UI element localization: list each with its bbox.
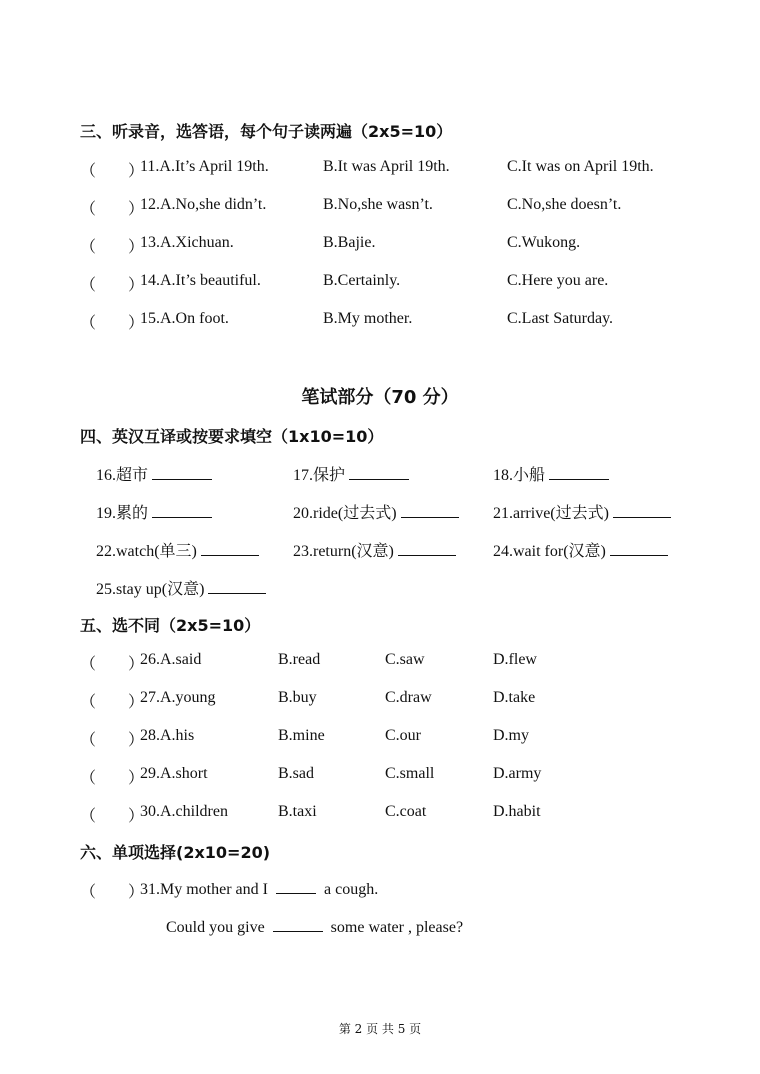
option-a: 28.A.his: [140, 727, 195, 744]
question-line: 31.My mother and I a cough.: [140, 881, 379, 898]
fill-blank[interactable]: [201, 541, 259, 556]
fill-item: 16.超市: [96, 462, 216, 485]
fill-blank[interactable]: [349, 465, 409, 480]
option-d: D.flew: [493, 651, 537, 668]
option-c: C.saw: [385, 651, 425, 668]
fill-item: 22.watch(单三): [96, 538, 263, 561]
option-a: 14.A.It’s beautiful.: [140, 272, 261, 289]
option-a: 11.A.It’s April 19th.: [140, 158, 269, 175]
fill-blank[interactable]: [276, 879, 316, 894]
option-b: B.It was April 19th.: [323, 158, 450, 175]
option-c: C.our: [385, 727, 421, 744]
option-d: D.habit: [493, 803, 541, 820]
fill-item: 18.小船: [493, 462, 613, 485]
option-c: C.Here you are.: [507, 272, 609, 289]
fill-item: 20.ride(过去式): [293, 500, 463, 523]
option-b: B.taxi: [278, 803, 317, 820]
option-c: C.draw: [385, 689, 432, 706]
option-d: D.take: [493, 689, 536, 706]
answer-blank[interactable]: （ ）: [80, 315, 145, 332]
option-c: C.Last Saturday.: [507, 310, 614, 327]
fill-blank[interactable]: [613, 503, 671, 518]
page-footer: 第 2 页 共 5 页: [338, 1022, 422, 1036]
option-a: 26.A.said: [140, 651, 202, 668]
option-c: C.Wukong.: [507, 234, 581, 251]
section3-heading: 三、听录音，选答语，每个句子读两遍（2x5=10）: [80, 122, 453, 141]
option-b: B.sad: [278, 765, 314, 782]
answer-blank[interactable]: （ ）: [80, 277, 145, 294]
option-a: 29.A.short: [140, 765, 208, 782]
fill-item: 24.wait for(汉意): [493, 538, 672, 561]
answer-blank[interactable]: （ ）: [80, 163, 145, 180]
question-line: Could you give some water , please?: [166, 919, 464, 936]
section4-heading: 四、英汉互译或按要求填空（1x10=10）: [80, 427, 384, 446]
option-a: 13.A.Xichuan.: [140, 234, 234, 251]
answer-blank[interactable]: （ ）: [80, 201, 145, 218]
answer-blank[interactable]: （ ）: [80, 239, 145, 256]
option-b: B.No,she wasn’t.: [323, 196, 433, 213]
fill-item: 19.累的: [96, 500, 216, 523]
option-c: C.coat: [385, 803, 427, 820]
answer-blank[interactable]: （ ）: [80, 694, 145, 711]
fill-blank[interactable]: [208, 579, 266, 594]
option-d: D.army: [493, 765, 542, 782]
option-d: D.my: [493, 727, 529, 744]
option-c: C.It was on April 19th.: [507, 158, 654, 175]
fill-blank[interactable]: [273, 917, 323, 932]
option-a: 30.A.children: [140, 803, 228, 820]
fill-item: 23.return(汉意): [293, 538, 460, 561]
answer-blank[interactable]: （ ）: [80, 656, 145, 673]
fill-blank[interactable]: [610, 541, 668, 556]
fill-blank[interactable]: [398, 541, 456, 556]
option-a: 12.A.No,she didn’t.: [140, 196, 267, 213]
fill-item: 21.arrive(过去式): [493, 500, 675, 523]
fill-item: 25.stay up(汉意): [96, 576, 270, 599]
fill-blank[interactable]: [152, 503, 212, 518]
option-c: C.small: [385, 765, 435, 782]
option-c: C.No,she doesn’t.: [507, 196, 622, 213]
answer-blank[interactable]: （ ）: [80, 884, 145, 901]
option-a: 27.A.young: [140, 689, 216, 706]
option-a: 15.A.On foot.: [140, 310, 229, 327]
option-b: B.My mother.: [323, 310, 413, 327]
fill-blank[interactable]: [152, 465, 212, 480]
answer-blank[interactable]: （ ）: [80, 808, 145, 825]
written-part-title: 笔试部分（70 分）: [301, 387, 459, 408]
option-b: B.mine: [278, 727, 325, 744]
fill-item: 17.保护: [293, 462, 413, 485]
section6-heading: 六、单项选择(2x10=20): [80, 843, 271, 862]
option-b: B.Bajie.: [323, 234, 376, 251]
option-b: B.Certainly.: [323, 272, 401, 289]
section5-heading: 五、选不同（2x5=10）: [80, 616, 261, 635]
option-b: B.read: [278, 651, 321, 668]
fill-blank[interactable]: [549, 465, 609, 480]
option-b: B.buy: [278, 689, 317, 706]
answer-blank[interactable]: （ ）: [80, 732, 145, 749]
answer-blank[interactable]: （ ）: [80, 770, 145, 787]
fill-blank[interactable]: [401, 503, 459, 518]
